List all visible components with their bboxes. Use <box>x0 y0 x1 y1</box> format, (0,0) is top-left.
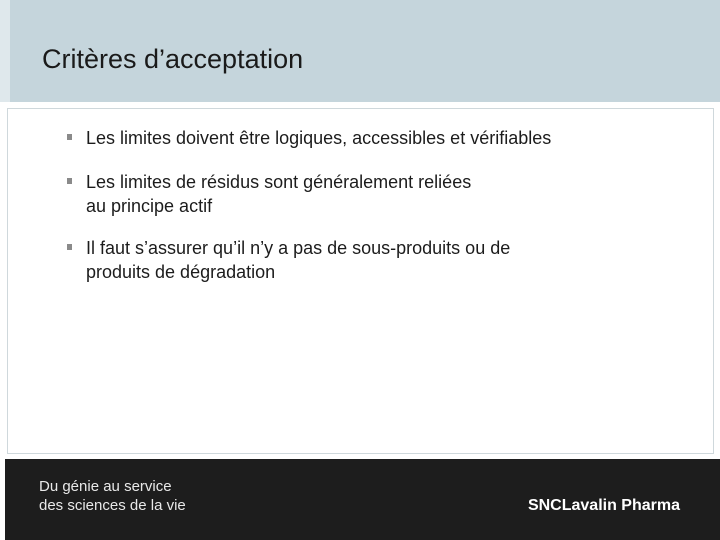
slide-title: Critères d’acceptation <box>42 44 304 74</box>
banner-edge <box>0 0 10 102</box>
bullet-text-line1: Les limites de résidus sont généralement reliées <box>86 172 472 192</box>
bullet-text-line1: Il faut s’assurer qu’il n’y a pas de sous-produits ou de <box>86 238 511 258</box>
bullet-marker-icon <box>67 134 72 140</box>
footer-bar <box>5 459 720 540</box>
bullet-text-line2: produits de dégradation <box>86 262 276 282</box>
content-area <box>7 108 714 454</box>
bullet-item <box>86 126 686 150</box>
brand-logo-text: SNCLavalin Pharma <box>527 497 680 514</box>
tagline-line1: Du génie au service <box>39 478 172 495</box>
bullet-text: Les limites doivent être logiques, accessibles et vérifiables <box>86 128 552 148</box>
bullet-item <box>86 236 686 284</box>
bullet-marker-icon <box>67 178 72 184</box>
tagline-line2: des sciences de la vie <box>39 497 186 514</box>
title-banner <box>0 0 720 102</box>
bullet-text-line2: au principe actif <box>86 196 213 216</box>
bullet-item <box>86 170 686 218</box>
footer-tagline <box>39 477 186 515</box>
bullet-marker-icon <box>67 244 72 250</box>
